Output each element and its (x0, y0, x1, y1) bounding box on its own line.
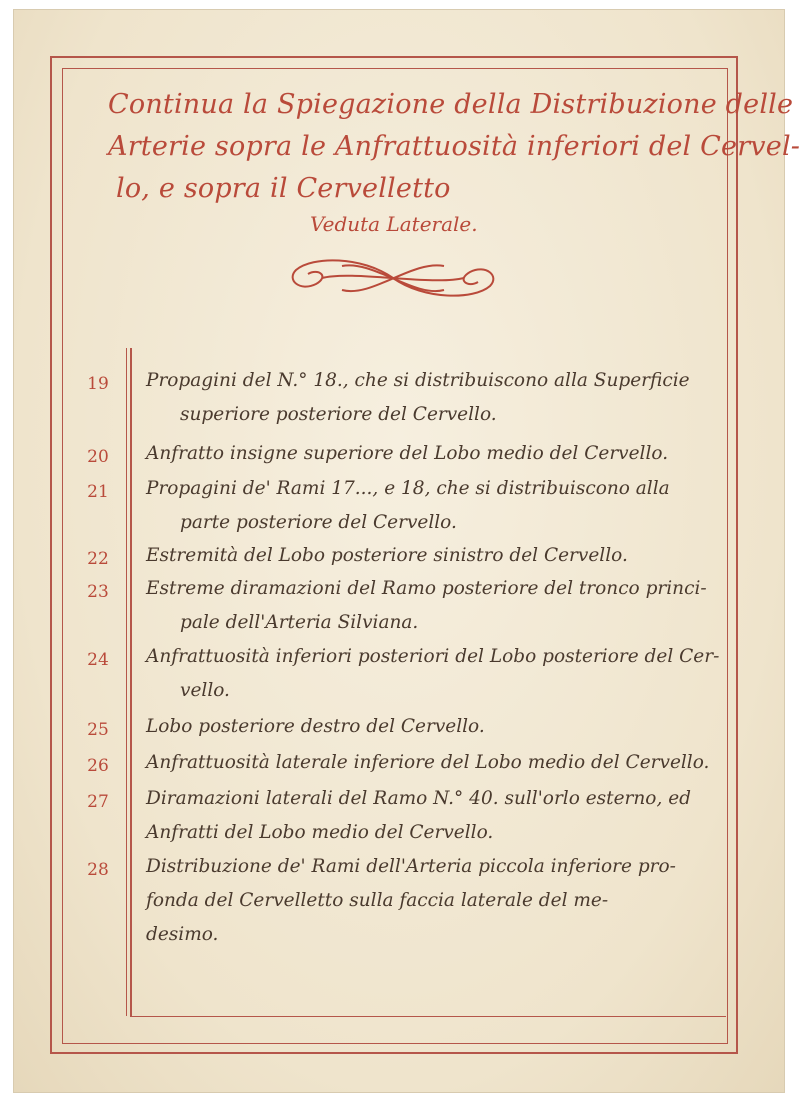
entry-number: 27 (87, 792, 109, 812)
entry-text-line: Anfrattuosità inferiori posteriori del Lobo posteriore del Cer- (146, 646, 720, 667)
entry-number: 22 (87, 549, 109, 569)
entry-text-line: Anfrattuosità laterale inferiore del Lobo medio del Cervello. (146, 752, 710, 773)
entry-text-line: Estremità del Lobo posteriore sinistro del Cervello. (146, 545, 628, 566)
entry-text-line: Distribuzione de' Rami dell'Arteria piccola inferiore pro- (146, 856, 676, 877)
entry-text-line: parte posteriore del Cervello. (180, 512, 457, 533)
entry-text-line: Diramazioni laterali del Ramo N.° 40. sull'orlo esterno, ed (146, 788, 691, 809)
entry-text-line: fonda del Cervelletto sulla faccia laterale del me- (146, 890, 609, 911)
title-line-2: Arterie sopra le Anfrattuosità inferiori del Cervel- (108, 131, 800, 162)
entry-number: 26 (87, 756, 109, 776)
entry-text-line: pale dell'Arteria Silviana. (180, 612, 419, 633)
entry-text-line: Anfratti del Lobo medio del Cervello. (146, 822, 494, 843)
entry-text-line: Propagini de' Rami 17..., e 18, che si distribuiscono alla (146, 478, 670, 499)
entry-text-line: Propagini del N.° 18., che si distribuiscono alla Superficie (146, 370, 690, 391)
title-line-3: lo, e sopra il Cervelletto (116, 173, 451, 204)
bottom-rule (130, 1016, 726, 1017)
entry-number: 21 (87, 482, 109, 502)
margin-rule (130, 348, 132, 1016)
entry-number: 25 (87, 720, 109, 740)
title-line-1: Continua la Spiegazione della Distribuzione delle (108, 89, 794, 120)
entry-number: 20 (87, 447, 109, 467)
entry-text-line: Estreme diramazioni del Ramo posteriore del tronco princi- (146, 578, 707, 599)
entry-text-line: vello. (180, 680, 230, 701)
entry-text-line: Lobo posteriore destro del Cervello. (146, 716, 485, 737)
entry-number: 28 (87, 860, 109, 880)
entry-text-line: superiore posteriore del Cervello. (180, 404, 497, 425)
entry-text-line: desimo. (146, 924, 219, 945)
subtitle: Veduta Laterale. (310, 212, 478, 236)
page-title (108, 84, 800, 210)
flourish-ornament (282, 250, 504, 306)
margin-rule-thin (126, 348, 127, 1016)
entry-text-line: Anfratto insigne superiore del Lobo medio del Cervello. (146, 443, 669, 464)
entry-number: 19 (87, 374, 109, 394)
entry-number: 23 (87, 582, 109, 602)
entry-number: 24 (87, 650, 109, 670)
